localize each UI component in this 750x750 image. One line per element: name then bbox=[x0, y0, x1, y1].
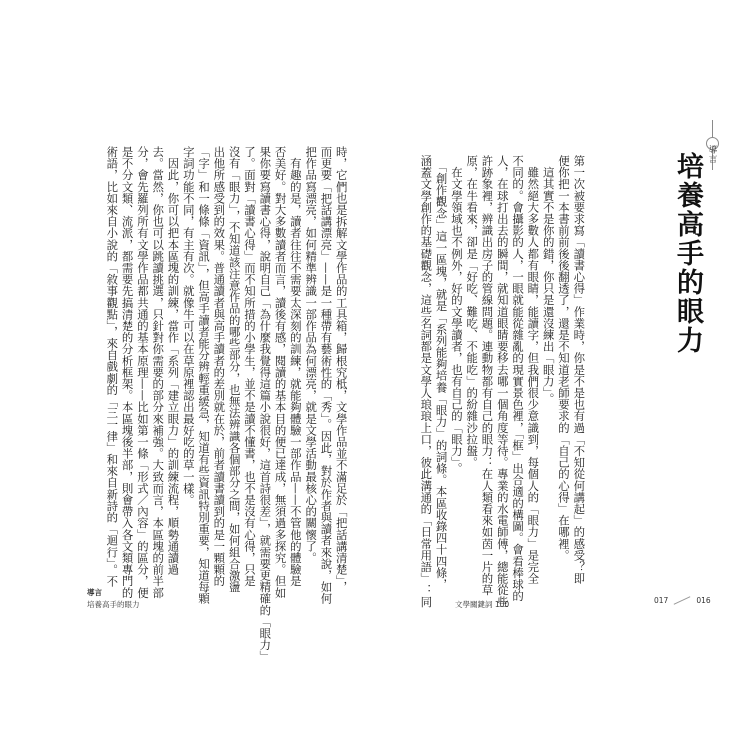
left-page-body: 時，它們也是拆解文學作品的工具箱，歸根究柢，文學作品並不滿足於「把話講清楚」， 而更要「把話講漂亮」——是一種帶有藝術性的「秀」。因此，對於作者與讀者來說，如何 把作品寫漂亮，如何精準辨識一部作品為何漂亮，就是文學活動最核心的關懷了。 有趣的是，讀者往往不需要太深刻的訓練，就能夠體驗一部作品——不管他的體驗是 否美好。對大多數讀者而言，讀後有感，閱讀的基本目的便已達成，無須過多探究。但如 果你要寫讀書心得，說明自己「為什麼我覺得這篇小說很好，這首詩很差」，就需要更精確的「眼力」 了。面對「讀書心得」而不知所措的小學生，並不是讀不懂書，也不是沒有心得，只是 沒有「眼力」，不知道該注意作品的哪些部分，也無法辨識各個部分之間，如何組合激盪 出他所感受到的效果。普通讀者與高手讀者的差別就在於，前者讀書讀到的是一顆顆的 「字」和一條條「資訊」，但高手讀者能分辨輕重緩急，知道有些資訊特別重要，知道每顆 字詞功能不同，有主有次。就像牛可以在草原裡認出最好吃的草一樣。 因此，你可以把本區塊的訓練，當作「系列「建立眼力」的訓練流程，順勢通讀過 去。當然，你也可以跳讀挑選，只針對你需要的部分來補強。大致而言，本區塊的前半部 分，會先羅列所有文學作品都共通的基本原理——比如第一條「形式／內容」的區分，便 是不分文類、流派，都需要先搞清楚的分析框架。本區塊後半部，則會帶入各文類專門的 術語，比如來自小說的「敘事觀點」，來自戲劇的「三一律」和來自新詩的「迴行」。不 bbox=[105, 146, 349, 663]
chapter-title: 培養高手的眼力 bbox=[672, 152, 703, 355]
section-marker-line-top bbox=[712, 120, 713, 138]
footer-section-label: 導言 bbox=[87, 588, 102, 597]
page-numbers bbox=[654, 596, 711, 605]
page-number-divider bbox=[674, 596, 691, 605]
footer-chapter-title: 培養高手的眼力 bbox=[87, 600, 140, 609]
page-number-left: 016 bbox=[696, 596, 711, 605]
section-label: 導言 bbox=[707, 145, 717, 164]
page-number-right: 017 bbox=[654, 596, 669, 605]
right-page-body: 第一次被要求寫「讀書心得」作業時，你是不是也有過「不知從何講起」的感受？即 便你把一本書前前後後翻透了，還是不知道老師要求的「自己的心得」在哪裡。 這其實不是你的錯，你只是還沒練出「眼力」。 雖然絕大多數人都有眼睛，能讀字，但我們很少意識到，每個人的「眼力」是完全 不同的。會攝影的人，一眼就能從雜亂的現實景色裡，「框」出合適的構圖。會看棒球的 人，在球打出去的瞬間，就知道眼睛要移去哪一個角度等待。專業的水電師傅，總能從些 許跡象裡，辨識出房子的管線問題。連動物都有自己的眼力：在人類看來如茵一片的草 原，在牛看來，卻是「好吃、難吃、不能吃」的紛雜沙拉盤。 在文學領域也不例外，好的文學讀者，也有自己的「眼力」。 「創作觀念」這一區塊，就是「系列能夠培養「眼力」的詞條。本區收錄四十四條， 涵蓋文學創作的基礎觀念，這些名詞都是文學人琅琅上口，彼此溝通的「日常用語」：同 bbox=[419, 155, 587, 608]
footer-book-title: 文學關鍵詞 100 bbox=[455, 600, 510, 609]
